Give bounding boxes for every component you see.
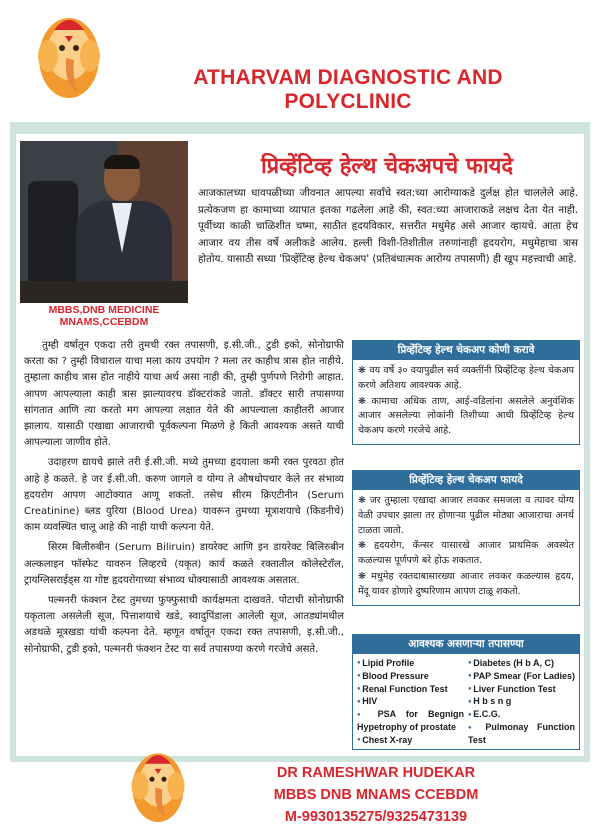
header	[0, 0, 600, 113]
doctor-name: DR RAMESHWAR HUDEKAR	[276, 765, 476, 781]
article-paragraph: पल्मनरी फंक्शन टेस्ट तुमच्या फुफ्फुसाची कार्यक्षमता दाखवते. पोटाची सोनोग्राफी यकृताला असलेली सूज, पित्ताशयाचे खडे, स्वादुपिंडाला आलेली सूज, आतड्यांमधील अडथळे मूत्रखडा यांची कल्पना देते. म्हणून वर्षातून एकदा रक्त तपासणी, इ.सी.जी., सोनोग्राफी, टुडी इको, पल्मनरी फंक्शन टेस्ट या सर्व तपासण्या करणे गरजेचे असते.	[24, 595, 344, 655]
doctor-qualification-caption	[20, 304, 188, 328]
test-item: ● Diabetes (H b A, C)	[468, 657, 575, 670]
tests-column-left	[357, 657, 464, 746]
ganesha-logo-icon	[128, 738, 188, 834]
test-item: ● PSA for Begnign Hypetrophy of prostate	[357, 708, 464, 733]
test-item: ● Renal Function Test	[357, 683, 464, 696]
ganesha-logo-icon	[34, 8, 104, 104]
who-should-checkup-box	[352, 340, 580, 445]
clinic-name: ATHARVAM DIAGNOSTIC AND POLYCLINIC	[193, 66, 503, 113]
box-item: ❋ कामाचा अधिक ताण, आई-वडिलांना असलेले अनुवंशिक आजार असलेल्या लोकांनी तिशीच्या आधी प्रिव्हेंटिव्ह हेल्थ चेकअप करणे गरजेचे आहे.	[358, 395, 574, 437]
article-body	[24, 338, 344, 662]
box-heading: आवश्यक असणाऱ्या तपासण्या	[352, 634, 580, 654]
doctor-portrait	[20, 141, 188, 303]
required-tests-box	[352, 634, 580, 750]
caption-line-1: MBBS,DNB MEDICINE	[48, 304, 160, 316]
box-item: ❋ मधुमेह रक्तदाबासारख्या आजार लवकर कळल्यास हृदय, मेंदू यावर होणारे दुष्परिणाम आपण टाळू शकतो.	[358, 570, 574, 597]
doctor-phone[interactable]: M-9930135275/9325473139	[284, 809, 468, 825]
test-item: ● Lipid Profile	[357, 657, 464, 670]
article-paragraph: उदाहरण द्यायचे झाले तरी ई.सी.जी. मध्ये तुमच्या हृदयाला कमी रक्त पुरवठा होत आहे हे कळते. हे जर ई.सी.जी. करुण जागले व योग्य ते औषधोपचार केले तर संभाव्य हृदयरोग आपण आटोक्यात आणू शकतो. तसेच सीरम क्रिएटीनीन (Serum Creatinine) ब्लड युरिया (Blood Urea) यावरून तुमच्या मूत्राशयाचे (किडनीचे) काम व्यवस्थित चालू आहे की नाही याची कल्पना येते.	[24, 457, 344, 534]
box-item: ❋ हृदयरोग, कॅन्सर यासारखे आजार प्राथमिक अवस्थेत कळल्यास पूर्णपणे बरे होऊ शकतात.	[358, 540, 574, 567]
test-item: ● Pulmonay Function Test	[468, 721, 575, 746]
box-heading: प्रिव्हेंटिव्ह हेल्थ चेकअप फायदे	[352, 470, 580, 490]
caption-line-2: MNAMS,CCEBDM	[59, 316, 149, 328]
test-item: ● Blood Pressure	[357, 670, 464, 683]
test-item: ● PAP Smear (For Ladies)	[468, 670, 575, 683]
checkup-benefits-box	[352, 470, 580, 606]
test-item: ● Chest X-ray	[357, 734, 464, 747]
article-paragraph: तुम्ही वर्षातून एकदा तरी तुमची रक्त तपासणी, इ.सी.जी., टुडी इको, सोनोग्राफी करता का ? तुम्ही विचाराल याचा मला काय उपयोग ? मला तर काहीच त्रास होत नाहीये. तुम्हाला काहीच त्रास होत नाहीये याचा अर्थ असा नाही की, तुम्ही पुर्णपणे निरोगी आहात. आपण आपल्याला काही त्रास झाल्यावरच डॉक्टरांकडे जातो. डॉक्टर सारी तपासण्या सांगतात आणि त्या करतो मग आपल्या लक्षात येते की आपल्याला काहीतरी आजार झालाय. यासाठी एखाद्या आजाराची पूर्वकल्पना मिळणे हे किती आवश्यक असते याची आपल्याला जाणीव होते.	[24, 340, 344, 449]
test-item: ● HIV	[357, 695, 464, 708]
article-intro: आजकालच्या धावपळीच्या जीवनात आपल्या सर्वांचे स्वत:च्या आरोग्याकडे दुर्लक्ष होत चाललेले आहे. प्रत्येकजण हा कामाच्या व्यापात इतका गढलेला आहे की, स्वत:च्या आजाराकडे लक्षच देता येत नाही. पूर्वीच्या काळी चाळिशीत चष्मा, साठीत हृदयविकार, सत्तरीत मधुमेह असे आजार व्हायचे. आता हेच आजार वय तीस वर्षे अलीकडे आलेय. हल्ली विशी-तिशीतील तरुणांनाही हृदयरोग, मधुमेहाचा त्रास होतोय. यासाठी सध्या 'प्रिव्हेंटिव्ह हेल्थ चेकअप' (प्रतिबंधात्मक आरोग्य तपासणी) ही खूप महत्त्वाची आहे.	[198, 188, 578, 265]
doctor-qualifications: MBBS DNB MNAMS CCEBDM	[273, 787, 479, 803]
test-item: ● H b s n g	[468, 695, 575, 708]
box-heading: प्रिव्हेंटिव्ह हेल्थ चेकअप कोणी करावे	[352, 340, 580, 360]
box-item: ❋ जर तुम्हाला एखादा आजार लवकर समजला व त्यावर योग्य वेळी उपचार झाला तर होणाऱ्या पुढील मोठ्या आजाराचा अनर्थ टाळता जातो.	[358, 495, 574, 536]
tests-column-right	[468, 657, 575, 746]
test-item: ● E.C.G.	[468, 708, 575, 721]
box-item: ❋ वय वर्षे ३० वयापुढील सर्व व्यक्तींनी प्रिव्हेंटिव्ह हेल्थ चेकअप करणे अतिशय आवश्यक आहे.	[358, 365, 574, 391]
test-item: ● Liver Function Test	[468, 683, 575, 696]
article-paragraph: सिरम बिलीरुबीन (Serum Biliruin) डायरेक्ट आणि इन डायरेक्ट बिलिरुबीन अल्कलाइन फॉस्फेट यावरुन लिव्हरचे (यकृत) कार्य कळते रक्तातील कोलेस्टेरॉल, ट्रायग्लिसराईड्स या गोष्ट हृदयरोगाच्या संभाव्य धोक्यासाठी आवश्यक असतात.	[24, 542, 344, 586]
doctor-contact	[226, 762, 526, 828]
article-title: प्रिव्हेंटिव्ह हेल्थ चेकअपचे फायदे	[260, 154, 514, 179]
